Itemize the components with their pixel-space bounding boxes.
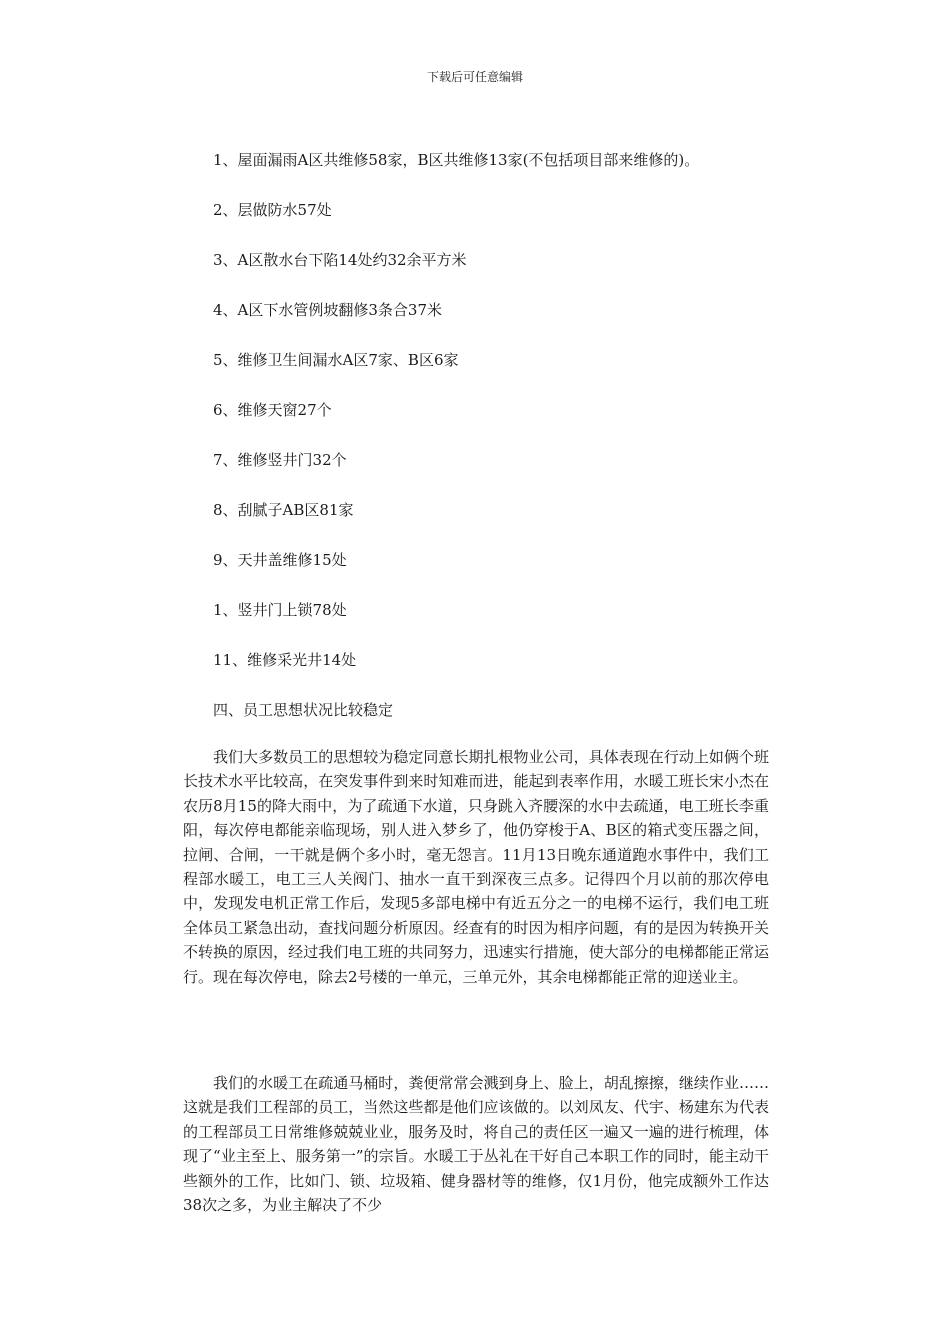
list-item: 1、屋面漏雨A区共维修58家，B区共维修13家(不包括项目部来维修的)。 — [213, 151, 700, 169]
maintenance-list — [213, 148, 793, 698]
section-heading: 四、员工思想状况比较稳定 — [213, 701, 394, 719]
list-item: 4、A区下水管例坡翻修3条合37米 — [213, 301, 443, 319]
list-item: 7、维修竖井门32个 — [213, 451, 347, 469]
list-item: 11、维修采光井14处 — [213, 651, 357, 669]
body-paragraph: 我们大多数员工的思想较为稳定同意长期扎根物业公司，具体表现在行动上如俩个班长技术水平比较高，在突发事件到来时知难而进，能起到表率作用，水暖工班长宋小杰在农历8月15的降大雨中，为了疏通下水道，只身跳入齐腰深的水中去疏通，电工班长李重阳，每次停电都能亲临现场，别人进入梦乡了，他仍穿梭于A、B区的箱式变压器之间，拉闸、合闸，一干就是俩个多小时，毫无怨言。11月13日晚东通道跑水事件中，我们工程部水暖工，电工三人关阀门、抽水一直干到深夜三点多。记得四个月以前的那次停电中，发现发电机正常工作后，发现5多部电梯中有近五分之一的电梯不运行，我们电工班全体员工紧急出动，查找问题分析原因。经查有的时因为相序问题，有的是因为转换开关不转换的原因，经过我们电工班的共同努力，迅速实行措施，使大部分的电梯都能正常运行。现在每次停电，除去2号楼的一单元，三单元外，其余电梯都能正常的迎送业主。 — [183, 748, 769, 986]
header-note: 下载后可任意编辑 — [426, 70, 523, 84]
list-item: 5、维修卫生间漏水A区7家、B区6家 — [213, 351, 459, 369]
list-item: 6、维修天窗27个 — [213, 401, 332, 419]
list-item: 2、层做防水57处 — [213, 201, 332, 219]
list-item: 1、竖井门上锁78处 — [213, 601, 347, 619]
list-item: 9、天井盖维修15处 — [213, 551, 347, 569]
list-item: 8、刮腻子AB区81家 — [213, 501, 354, 519]
body-paragraph: 我们的水暖工在疏通马桶时，粪便常常会溅到身上、脸上，胡乱擦擦，继续作业……这就是我们工程部的员工，当然这些都是他们应该做的。以刘凤友、代宇、杨建东为代表的工程部员工日常维修兢兢业业，服务及时，将自己的责任区一遍又一遍的进行梳理，体现了“业主至上、服务第一”的宗旨。水暖工于丛礼在干好自己本职工作的同时，能主动干些额外的工作，比如门、锁、垃圾箱、健身器材等的维修，仅1月份，他完成额外工作达38次之多，为业主解决了不少 — [183, 1074, 769, 1215]
list-item: 3、A区散水台下陷14处约32余平方米 — [213, 251, 467, 269]
